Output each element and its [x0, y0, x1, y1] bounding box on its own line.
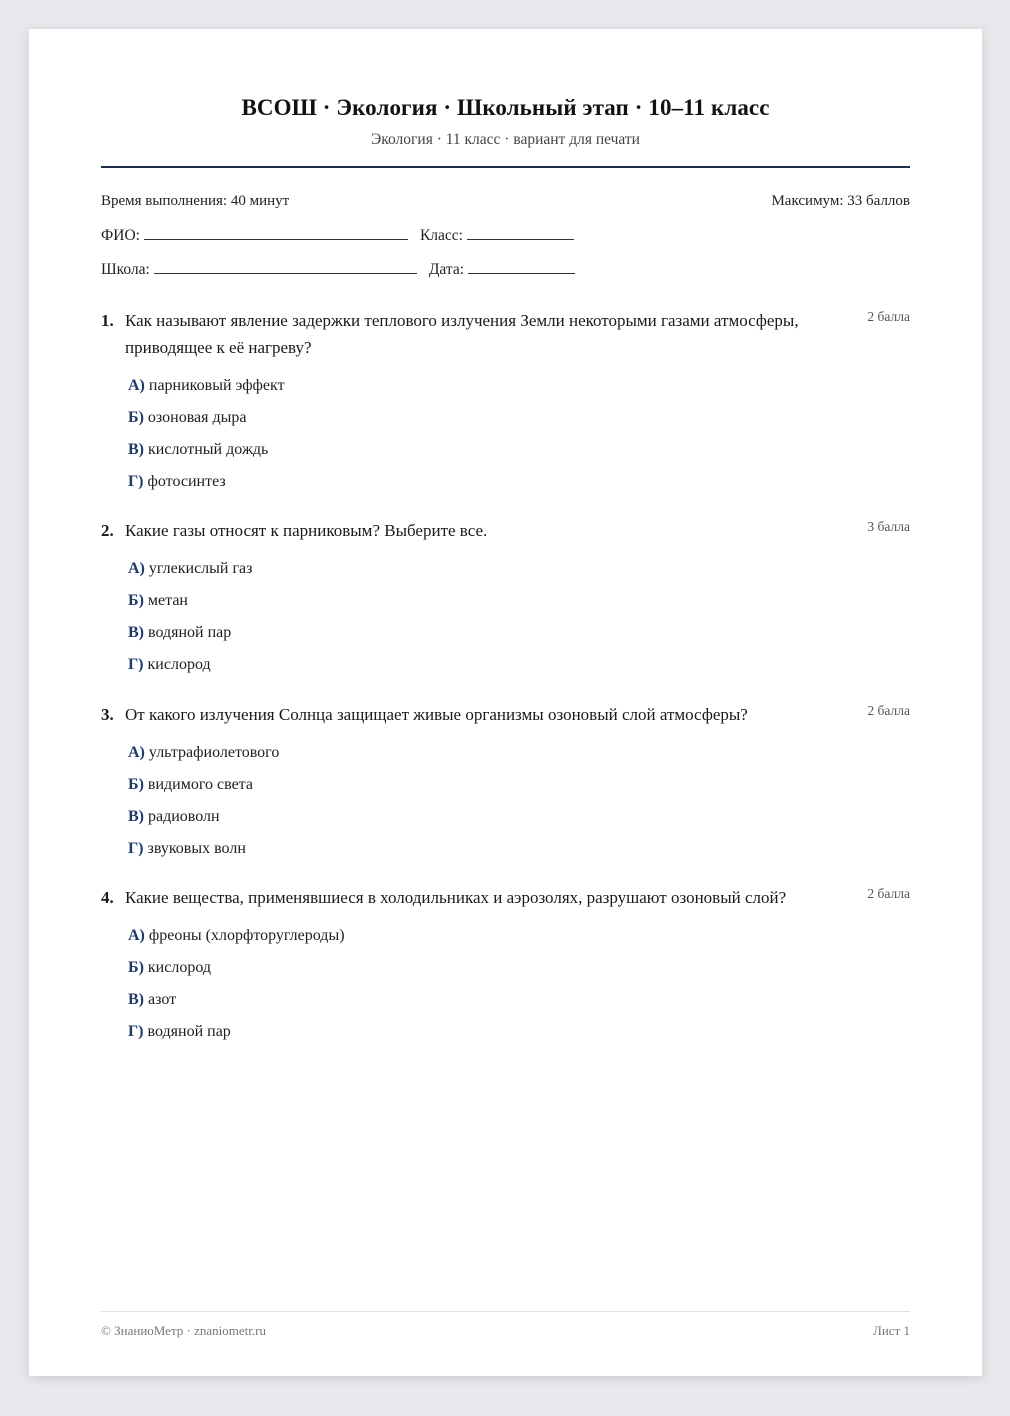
- option-text: кислород: [147, 656, 211, 673]
- option-v: [128, 622, 910, 654]
- question-1: [101, 307, 910, 503]
- option-b: [128, 774, 910, 806]
- option-a: [128, 558, 910, 590]
- option-text: парниковый эффект: [148, 377, 285, 394]
- option-letter: Б): [128, 776, 144, 793]
- option-b: [128, 590, 910, 622]
- class-blank: [467, 225, 574, 240]
- school-label: Школа:: [101, 261, 150, 278]
- options-list: [101, 742, 910, 870]
- option-letter: Б): [128, 959, 144, 976]
- option-a: [128, 925, 910, 957]
- question-number: 1.: [101, 311, 114, 330]
- option-text: водяной пар: [148, 624, 232, 641]
- option-text: кислотный дождь: [148, 441, 269, 458]
- question-points: 3 балла: [867, 519, 910, 534]
- option-g: [128, 654, 910, 686]
- options-list: [101, 925, 910, 1053]
- printable-sheet: [29, 29, 982, 1376]
- option-text: водяной пар: [147, 1023, 231, 1040]
- question-header: [101, 701, 910, 728]
- option-letter: Г): [128, 840, 144, 857]
- question-header: [101, 884, 910, 911]
- question-number: 2.: [101, 521, 114, 540]
- question-3: [101, 701, 910, 870]
- option-a: [128, 742, 910, 774]
- option-b: [128, 957, 910, 989]
- option-letter: Б): [128, 592, 144, 609]
- fio-label: ФИО:: [101, 227, 140, 244]
- option-letter: В): [128, 624, 144, 641]
- option-v: [128, 439, 910, 471]
- option-text: озоновая дыра: [147, 409, 247, 426]
- question-header: [101, 307, 910, 361]
- option-letter: Г): [128, 1023, 144, 1040]
- meta-row: [101, 193, 910, 210]
- name-class-row: [101, 225, 910, 245]
- option-text: видимого света: [147, 776, 253, 793]
- date-blank: [468, 259, 575, 274]
- option-g: [128, 1021, 910, 1053]
- option-text: звуковых волн: [147, 840, 246, 857]
- question-header: [101, 517, 910, 544]
- footer-copyright: © ЗнаниоМетр · znaniometr.ru: [101, 1323, 266, 1338]
- options-list: [101, 558, 910, 686]
- option-text: углекислый газ: [148, 560, 253, 577]
- school-blank: [154, 259, 417, 274]
- page-footer: [101, 1323, 910, 1339]
- question-number: 4.: [101, 888, 114, 907]
- option-text: кислород: [147, 959, 212, 976]
- option-text: фотосинтез: [147, 473, 226, 490]
- question-number: 3.: [101, 705, 114, 724]
- option-b: [128, 407, 910, 439]
- question-text: Какие газы относят к парниковым? Выберите все.: [125, 521, 488, 540]
- option-letter: А): [128, 744, 145, 761]
- school-date-row: [101, 259, 910, 279]
- option-text: ультрафиолетового: [148, 744, 280, 761]
- page-subtitle: Экология · 11 класс · вариант для печати: [371, 131, 640, 148]
- footer-divider: [101, 1311, 910, 1312]
- question-text: Как называют явление задержки теплового излучения Земли некоторыми газами атмосферы, приводящее к её нагреву?: [125, 311, 799, 357]
- option-g: [128, 838, 910, 870]
- option-letter: Г): [128, 656, 144, 673]
- time-limit: Время выполнения: 40 минут: [101, 193, 290, 209]
- question-2: [101, 517, 910, 686]
- question-points: 2 балла: [867, 703, 910, 718]
- option-v: [128, 989, 910, 1021]
- option-g: [128, 471, 910, 503]
- options-list: [101, 375, 910, 503]
- option-letter: А): [128, 927, 145, 944]
- question-points: 2 балла: [867, 309, 910, 324]
- option-text: фреоны (хлорфторуглероды): [148, 927, 345, 944]
- option-text: метан: [147, 592, 188, 609]
- option-text: азот: [148, 991, 177, 1008]
- option-text: радиоволн: [148, 808, 220, 825]
- option-letter: В): [128, 808, 144, 825]
- page-title: ВСОШ · Экология · Школьный этап · 10–11 класс: [241, 95, 770, 120]
- max-score: Максимум: 33 баллов: [771, 193, 910, 209]
- option-letter: А): [128, 560, 145, 577]
- option-letter: А): [128, 377, 145, 394]
- option-letter: Г): [128, 473, 144, 490]
- option-letter: В): [128, 441, 144, 458]
- question-text: От какого излучения Солнца защищает живые организмы озоновый слой атмосферы?: [125, 705, 748, 724]
- date-label: Дата:: [428, 261, 465, 278]
- option-a: [128, 375, 910, 407]
- question-text: Какие вещества, применявшиеся в холодильниках и аэрозолях, разрушают озоновый слой?: [125, 888, 787, 907]
- question-points: 2 балла: [867, 886, 910, 901]
- option-v: [128, 806, 910, 838]
- fio-blank: [144, 225, 408, 240]
- option-letter: В): [128, 991, 144, 1008]
- option-letter: Б): [128, 409, 144, 426]
- class-label: Класс:: [419, 227, 463, 244]
- sheet-number: Лист 1: [873, 1323, 910, 1338]
- header-divider: [101, 166, 910, 168]
- question-4: [101, 884, 910, 1053]
